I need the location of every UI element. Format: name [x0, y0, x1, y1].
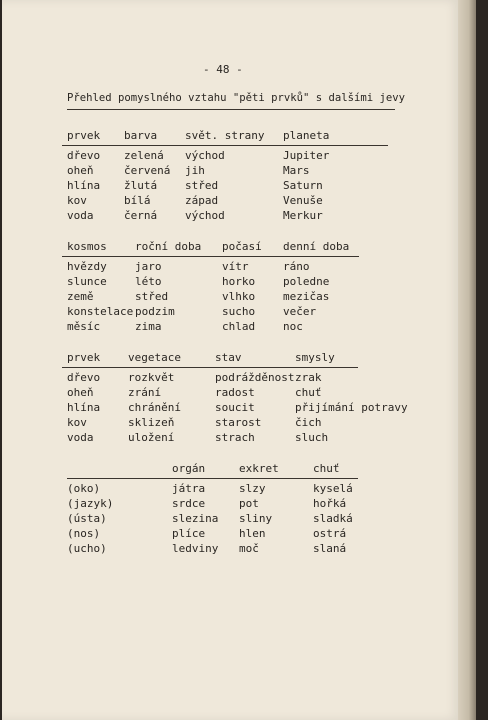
table-cell: žlutá [124, 179, 158, 192]
table-cell: sluch [295, 431, 329, 444]
page-title: Přehled pomyslného vztahu "pěti prvků" s dalšími jevy [67, 92, 406, 104]
table-cell: horko [222, 275, 256, 288]
column-header: denní doba [283, 240, 350, 253]
table-cell: zrak [295, 371, 322, 384]
column-header: smysly [295, 351, 335, 364]
table-cell: strach [215, 431, 255, 444]
table-cell: (oko) [67, 482, 101, 495]
table-cell: voda [67, 431, 94, 444]
table-cell: hlína [67, 401, 101, 414]
table-cell: kov [67, 194, 87, 207]
table-cell: hlen [239, 527, 266, 540]
table-cell: ostrá [313, 527, 347, 540]
table-cell: východ [185, 149, 225, 162]
table-cell: noc [283, 320, 303, 333]
table-cell: slezina [172, 512, 219, 525]
table-cell: zima [135, 320, 162, 333]
table-cell: Mars [283, 164, 310, 177]
table-cell: starost [215, 416, 262, 429]
page-edge [458, 0, 476, 720]
table-cell: zrání [128, 386, 162, 399]
table-cell: (nos) [67, 527, 101, 540]
table-cell: sladká [313, 512, 353, 525]
header-rule [62, 256, 359, 257]
table-cell: večer [283, 305, 317, 318]
table-cell: čich [295, 416, 322, 429]
table-cell: (ucho) [67, 542, 107, 555]
title-underline [67, 109, 395, 110]
table-cell: slunce [67, 275, 107, 288]
table-cell: hvězdy [67, 260, 107, 273]
table-cell: vítr [222, 260, 249, 273]
table-cell: bílá [124, 194, 151, 207]
header-rule [62, 367, 358, 368]
table-cell: dřevo [67, 371, 101, 384]
table-cell: hořká [313, 497, 347, 510]
column-header: chuť [313, 462, 340, 475]
table-cell: kyselá [313, 482, 353, 495]
column-header: stav [215, 351, 242, 364]
table-cell: ráno [283, 260, 310, 273]
page-number: - 48 - [203, 63, 243, 76]
table-cell: srdce [172, 497, 206, 510]
table-cell: měsíc [67, 320, 101, 333]
table-cell: západ [185, 194, 219, 207]
table-cell: zelená [124, 149, 164, 162]
column-header: prvek [67, 351, 101, 364]
table-cell: slaná [313, 542, 347, 555]
table-cell: rozkvět [128, 371, 175, 384]
table-cell: (jazyk) [67, 497, 114, 510]
table-cell: střed [185, 179, 219, 192]
table-cell: černá [124, 209, 158, 222]
table-cell: přijímání potravy [295, 401, 408, 414]
table-cell: země [67, 290, 94, 303]
table-cell: pot [239, 497, 259, 510]
table-cell: chuť [295, 386, 322, 399]
column-header: svět. strany [185, 129, 265, 142]
table-cell: dřevo [67, 149, 101, 162]
table-cell: poledne [283, 275, 330, 288]
table-cell: oheň [67, 164, 94, 177]
column-header: vegetace [128, 351, 181, 364]
table-cell: podzim [135, 305, 175, 318]
table-cell: podrážděnost [215, 371, 295, 384]
table-cell: ledviny [172, 542, 219, 555]
column-header: exkret [239, 462, 279, 475]
column-header: prvek [67, 129, 101, 142]
table-cell: východ [185, 209, 225, 222]
header-rule [67, 478, 358, 479]
table-cell: vlhko [222, 290, 256, 303]
table-cell: sliny [239, 512, 273, 525]
column-header: barva [124, 129, 158, 142]
column-header: orgán [172, 462, 206, 475]
table-cell: játra [172, 482, 206, 495]
table-cell: střed [135, 290, 169, 303]
table-cell: Merkur [283, 209, 323, 222]
table-cell: kov [67, 416, 87, 429]
table-cell: mezičas [283, 290, 330, 303]
table-cell: voda [67, 209, 94, 222]
table-cell: chlad [222, 320, 256, 333]
table-cell: červená [124, 164, 171, 177]
table-cell: hlína [67, 179, 101, 192]
table-cell: jaro [135, 260, 162, 273]
table-cell: sklizeň [128, 416, 175, 429]
table-cell: Jupiter [283, 149, 330, 162]
table-cell: chránění [128, 401, 181, 414]
table-cell: Venuše [283, 194, 323, 207]
table-cell: plíce [172, 527, 206, 540]
table-cell: oheň [67, 386, 94, 399]
table-cell: jih [185, 164, 205, 177]
table-cell: Saturn [283, 179, 323, 192]
table-cell: sucho [222, 305, 256, 318]
table-cell: moč [239, 542, 259, 555]
column-header: počasí [222, 240, 262, 253]
table-cell: soucit [215, 401, 255, 414]
table-cell: uložení [128, 431, 175, 444]
column-header: roční doba [135, 240, 202, 253]
table-cell: slzy [239, 482, 266, 495]
table-cell: radost [215, 386, 255, 399]
table-cell: léto [135, 275, 162, 288]
column-header: kosmos [67, 240, 107, 253]
header-rule [62, 145, 388, 146]
column-header: planeta [283, 129, 330, 142]
table-cell: konstelace [67, 305, 134, 318]
table-cell: (ústa) [67, 512, 107, 525]
